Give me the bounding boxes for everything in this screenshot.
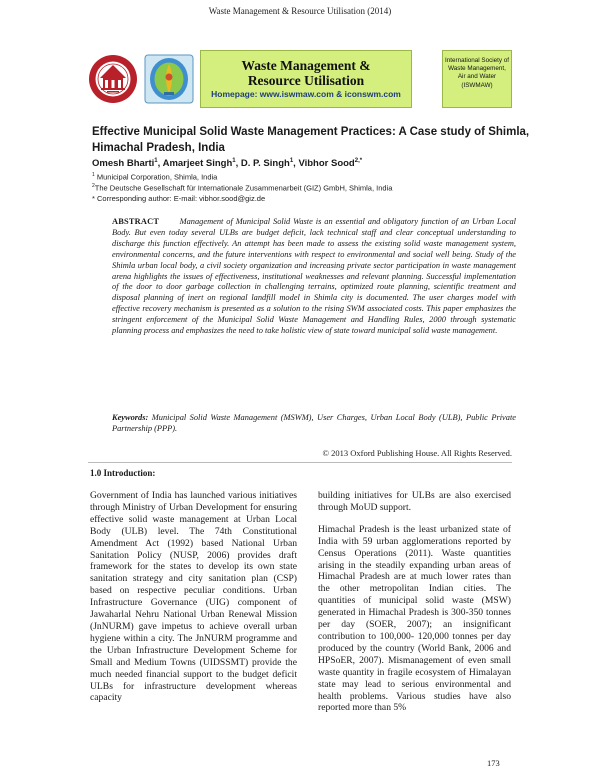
affiliation-mark: * [92,194,95,203]
author-name: Amarjeet Singh [162,158,233,170]
author-name: D. P. Singh [240,158,290,170]
section-divider [88,462,512,463]
journal-title-line1: Waste Management & [241,58,371,73]
right-column [318,490,511,724]
journal-title-line2: Resource Utilisation [247,73,365,88]
corresponding-email[interactable]: Corresponding author: E-mail: vibhor.sood@giz.de [94,194,266,203]
running-head: Waste Management & Resource Utilisation (2014) [208,6,392,16]
society-box [442,50,512,108]
author-affil-mark: 1 [154,158,158,164]
society-line: Air and Water [457,73,497,81]
affiliation-1 [92,172,532,182]
author-list: Omesh Bharti$^1$, Amarjeet Singh$^1$, D. P. Singh$^1$, Vibhor Sood$^{2,*}$ [92,158,363,170]
corresponding-author [92,194,532,203]
left-column [90,490,297,714]
abstract [112,217,516,337]
body-paragraph: building initiatives for ULBs are also exercised through MoUD support. [318,490,511,513]
author-name: Vibhor Sood [298,158,355,170]
affiliation-text: Municipal Corporation, Shimla, India [94,172,218,182]
author-affil-mark: 1 [232,158,236,164]
society-line: Waste Management, [448,65,506,73]
paper-title-line2: Himachal Pradesh, India [92,142,225,154]
author-affil-mark: 2,* [354,158,363,164]
affiliation-mark: 2 [92,183,95,189]
affiliation-2 [92,183,532,193]
author-name: Omesh Bharti [92,158,155,170]
society-line: International Society of [444,57,510,64]
university-seal-logo [88,54,138,104]
journal-homepage[interactable]: Homepage: www.iswmaw.com & iconswm.com [211,89,401,99]
keywords [112,413,516,435]
society-line: (ISWMAW) [461,81,493,89]
journal-banner [88,50,512,118]
state-emblem-logo [144,54,194,104]
keywords-text: Municipal Solid Waste Management (MSWM), User Charges, Urban Local Body (ULB), Public Private Partnership (PPP). [112,413,516,433]
page-number: 173 [487,758,500,768]
paper-title [92,124,532,156]
paper-title-line1: Effective Municipal Solid Waste Management Practices: A Case study of Shimla, [92,126,530,138]
abstract-text: Management of Municipal Solid Waste is an essential and obligatory function of an Urban Local Body. But even today several ULBs are budget deficit, lack technical staff and clear conceptual understanding to discharge this function effectively. An attempt has been made to assess the existing solid waste management system, environmental concerns, and the future interventions with respect to environmental and social well being. Study of the Shimla urban local body, a civil society organization and increasing private sector participation in waste management arena highlights the issues of effectiveness, institutional weaknesses and relevant planning. Successful implementation of the door to door garbage collection in challenging terrains, optimized route planning, scientific treatment and disposal planning of inert on regional landfill model in Shimla city is documented. The user charges model with effective recovery mechanism is presented as a solution to the rising SWM associated costs. This paper emphasizes the stringent enforcement of the Municipal Solid Waste Management and Handling Rules, 2000 through systematic planning process and emphasizes the need to take holistic view of state toward municipal solid waste management. [112,217,517,336]
section-heading: 1.0 Introduction: [90,468,156,478]
copyright-notice: © 2013 Oxford Publishing House. All Rights Reserved. [322,448,512,458]
author-affil-mark: 1 [289,158,294,164]
body-paragraph: Himachal Pradesh is the least urbanized state of India with 59 urban agglomerations reported by Census Operations (2011). Waste quantities arising in the steadily expanding urban areas of Himachal Pradesh are at much lower rates than the other metropolitan Indian cities. The quantities of municipal solid waste (MSW) generated in Himachal Pradesh is 300-350 tonnes per day (SOER, 2007); an insignificant contribution to 100,000- 120,000 tonnes per day produced by the country (World Bank, 2006 and HPSoER, 2007). Mismanagement of even small waste quantity in fragile ecosystem of Himalayan state may lead to serious environmental and health problems. Various studies have also reported more than 5% [318,523,511,714]
abstract-label: ABSTRACT [112,217,160,226]
keywords-label: Keywords: [112,413,149,422]
body-paragraph: Government of India has launched various initiatives through Ministry of Urban Development for ensuring effective solid waste management at Urban Local Body (ULB) level. The 74th Constitutional Amendment Act (1992) based National Urban Sanitation Policy (NUSP, 2006) provides draft framework for the states to develop its own state sanitation strategy and city sanitation plan (CSP) based on respective peculiar conditions. Urban Infrastructure Governance (UIG) component of Jawaharlal Nehru National Urban Renewal Mission (JnNURM) gave impetus to achieve overall urban hygiene within a city. The JnNURM programme and the Urban Infrastructure Development Scheme for Small and Medium Towns (UIDSSMT) provide the much needed financial support to the budget deficit ULBs for infrastructure development whereas capacity [90,490,297,704]
affiliation-mark: 1 [92,172,95,178]
journal-title-box [200,50,412,108]
affiliation-text: The Deutsche Gesellschaft für Internationale Zusammenarbeit (GIZ) GmbH, Shimla, India [94,183,393,193]
